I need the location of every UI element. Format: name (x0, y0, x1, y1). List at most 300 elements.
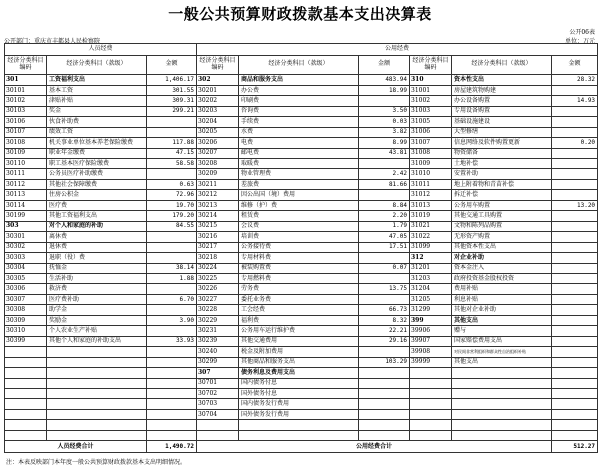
econ-code-cell: 303 (5, 221, 47, 231)
totals-row (5, 441, 598, 453)
amount-cell: 13.20 (552, 200, 598, 210)
econ-code-cell: 31010 (410, 169, 452, 179)
amount-cell (359, 409, 410, 419)
econ-name-cell (452, 420, 552, 430)
econ-name-cell: 专用燃料费 (239, 273, 359, 283)
econ-name-cell (452, 378, 552, 388)
econ-code-cell: 31021 (410, 221, 452, 231)
amount-cell: 47.15 (147, 148, 197, 158)
econ-name-cell: 手续费 (239, 117, 359, 127)
econ-name-cell: 机关事业单位基本养老保险缴费 (47, 138, 147, 148)
amount-cell (147, 430, 197, 440)
amount-cell (359, 378, 410, 388)
personnel-total-value: 1,490.72 (147, 441, 197, 453)
econ-name-cell: 资本性支出 (452, 75, 552, 85)
econ-name-cell: 其他工资福利支出 (47, 211, 147, 221)
econ-name-cell: 信息网络及软件购置更新 (452, 138, 552, 148)
table-row (5, 85, 598, 95)
table-row (5, 336, 598, 346)
table-row (5, 284, 598, 294)
econ-name-cell: 公务用车运行维护费 (239, 326, 359, 336)
amount-cell (359, 294, 410, 304)
econ-code-cell: 30309 (5, 315, 47, 325)
econ-name-cell: 因公出国（境）费用 (239, 190, 359, 200)
amount-header-c: 金额 (552, 55, 598, 75)
econ-name-cell: 住房公积金 (47, 190, 147, 200)
econ-code-cell: 30215 (197, 221, 239, 231)
table-row (5, 253, 598, 263)
amount-cell (147, 368, 197, 378)
amount-cell: 117.88 (147, 138, 197, 148)
econ-name-cell: 国内债务发行费用 (239, 399, 359, 409)
table-row (5, 347, 598, 357)
amount-cell (552, 294, 598, 304)
econ-code-cell: 30216 (197, 232, 239, 242)
table-row (5, 232, 598, 242)
table-row (5, 211, 598, 221)
econ-name-cell: 大型修缮 (452, 127, 552, 137)
econ-name-cell (47, 409, 147, 419)
econ-name-cell: 其他个人和家庭的补助支出 (47, 336, 147, 346)
amount-cell: 29.16 (359, 336, 410, 346)
amount-cell (552, 409, 598, 419)
econ-code-cell: 30203 (197, 106, 239, 116)
public-total-value: 512.27 (552, 441, 598, 453)
table-row (5, 190, 598, 200)
econ-code-cell: 31006 (410, 127, 452, 137)
amount-cell: 0.07 (359, 263, 410, 273)
amount-cell: 309.31 (147, 96, 197, 106)
econ-code-cell (5, 409, 47, 419)
econ-code-cell: 30112 (5, 179, 47, 189)
amount-cell (552, 169, 598, 179)
header-row-groups (5, 44, 598, 56)
econ-code-cell: 30704 (197, 409, 239, 419)
econ-name-cell: 公务接待费 (239, 242, 359, 252)
amount-cell (552, 336, 598, 346)
table-row (5, 357, 598, 367)
econ-code-cell: 30202 (197, 96, 239, 106)
econ-code-cell (410, 388, 452, 398)
econ-name-cell (47, 430, 147, 440)
econ-code-cell (5, 399, 47, 409)
econ-code-cell: 30231 (197, 326, 239, 336)
amount-cell: 22.21 (359, 326, 410, 336)
amount-cell: 17.51 (359, 242, 410, 252)
name-header-b: 经济分类科目（款级） (239, 55, 359, 75)
econ-name-cell: 奖励金 (47, 315, 147, 325)
amount-cell (359, 158, 410, 168)
econ-code-cell: 31005 (410, 117, 452, 127)
table-row (5, 263, 598, 273)
table-row (5, 326, 598, 336)
personnel-total-label: 人员经费合计 (5, 441, 147, 453)
amount-cell: 179.20 (147, 211, 197, 221)
amount-cell (552, 399, 598, 409)
amount-cell (359, 347, 410, 357)
amount-cell (147, 305, 197, 315)
econ-name-cell: 个人农业生产补贴 (47, 326, 147, 336)
table-row (5, 388, 598, 398)
amount-cell: 13.75 (359, 284, 410, 294)
amount-cell (359, 190, 410, 200)
econ-name-cell (47, 388, 147, 398)
table-row (5, 127, 598, 137)
econ-code-cell: 30303 (5, 253, 47, 263)
table-row (5, 158, 598, 168)
econ-code-cell: 30199 (5, 211, 47, 221)
amount-cell (359, 96, 410, 106)
econ-name-cell: 公务员医疗补助缴费 (47, 169, 147, 179)
table-row (5, 75, 598, 85)
econ-name-cell: 被装购置费 (239, 263, 359, 273)
amount-cell (552, 253, 598, 263)
econ-code-cell: 30310 (5, 326, 47, 336)
econ-code-cell (410, 409, 452, 419)
amount-cell: 8.99 (359, 138, 410, 148)
amount-cell (552, 190, 598, 200)
econ-name-cell (47, 357, 147, 367)
econ-name-cell: 国家赔偿费用支出 (452, 336, 552, 346)
econ-code-cell: 30299 (197, 357, 239, 367)
econ-code-cell: 39906 (410, 326, 452, 336)
amount-cell: 58.58 (147, 158, 197, 168)
econ-code-cell: 30224 (197, 263, 239, 273)
econ-code-cell: 30102 (5, 96, 47, 106)
econ-code-cell: 31019 (410, 211, 452, 221)
econ-code-cell (5, 368, 47, 378)
code-header-b: 经济分类科目编码 (197, 55, 239, 75)
econ-code-cell: 31003 (410, 106, 452, 116)
econ-code-cell: 30111 (5, 169, 47, 179)
table-row (5, 399, 598, 409)
header-row-columns (5, 55, 598, 75)
econ-code-cell: 30226 (197, 284, 239, 294)
econ-name-cell: 生活补助 (47, 273, 147, 283)
table-row (5, 169, 598, 179)
amount-cell (147, 420, 197, 430)
econ-code-cell: 31203 (410, 273, 452, 283)
amount-cell: 0.03 (359, 117, 410, 127)
amount-cell (359, 273, 410, 283)
amount-cell (147, 242, 197, 252)
amount-cell: 1.88 (147, 273, 197, 283)
table-row (5, 294, 598, 304)
amount-cell (359, 430, 410, 440)
econ-name-cell (47, 368, 147, 378)
econ-code-cell: 31011 (410, 179, 452, 189)
econ-code-cell: 30114 (5, 200, 47, 210)
econ-name-cell: 差旅费 (239, 179, 359, 189)
amount-cell (552, 305, 598, 315)
econ-name-cell: 商品和服务支出 (239, 75, 359, 85)
econ-code-cell: 30239 (197, 336, 239, 346)
footnote: 注：本表反映部门本年度一般公共预算财政拨款基本支出明细情况。 (6, 459, 187, 466)
econ-code-cell (410, 378, 452, 388)
amount-cell: 72.96 (147, 190, 197, 200)
econ-name-cell: 退职（役）费 (47, 253, 147, 263)
amount-cell (359, 420, 410, 430)
table-row (5, 420, 598, 430)
amount-cell: 66.73 (359, 305, 410, 315)
amount-cell (147, 409, 197, 419)
econ-name-cell: 救济费 (47, 284, 147, 294)
econ-name-cell: 基础设施建设 (452, 117, 552, 127)
econ-code-cell: 30229 (197, 315, 239, 325)
amount-cell (552, 357, 598, 367)
amount-cell: 3.82 (359, 127, 410, 137)
econ-code-cell: 30701 (197, 378, 239, 388)
amount-cell (552, 368, 598, 378)
table-row (5, 315, 598, 325)
econ-name-cell: 拆迁补偿 (452, 190, 552, 200)
econ-name-cell (239, 420, 359, 430)
amount-cell: 84.55 (147, 221, 197, 231)
table-body (5, 44, 598, 453)
econ-name-cell: 委托业务费 (239, 294, 359, 304)
econ-name-cell: 工资福利支出 (47, 75, 147, 85)
amount-cell: 2.42 (359, 169, 410, 179)
amount-cell (552, 242, 598, 252)
amount-cell: 3.90 (147, 315, 197, 325)
amount-cell (552, 106, 598, 116)
amount-cell (552, 263, 598, 273)
econ-name-cell: 债务利息及费用支出 (239, 368, 359, 378)
table-row (5, 106, 598, 116)
amount-cell (552, 179, 598, 189)
econ-code-cell: 31008 (410, 148, 452, 158)
econ-code-cell: 30305 (5, 273, 47, 283)
econ-code-cell: 30113 (5, 190, 47, 200)
econ-name-cell: 维修（护）费 (239, 200, 359, 210)
econ-name-cell: 职业年金缴费 (47, 148, 147, 158)
econ-code-cell: 301 (5, 75, 47, 85)
amount-cell (552, 315, 598, 325)
econ-code-cell: 39907 (410, 336, 452, 346)
econ-name-cell: 办公设备购置 (452, 96, 552, 106)
table-row (5, 430, 598, 440)
econ-code-cell: 30206 (197, 138, 239, 148)
econ-name-cell: 取暖费 (239, 158, 359, 168)
table-row (5, 179, 598, 189)
econ-code-cell (410, 420, 452, 430)
amount-header-a: 金额 (147, 55, 197, 75)
public-group-header: 公用经费 (197, 44, 598, 56)
amount-cell: 0.63 (147, 179, 197, 189)
econ-code-cell: 31002 (410, 96, 452, 106)
econ-name-cell: 会议费 (239, 221, 359, 231)
amount-cell (552, 430, 598, 440)
econ-code-cell: 30108 (5, 138, 47, 148)
econ-code-cell: 30204 (197, 117, 239, 127)
report-title: 一般公共预算财政拨款基本支出决算表 (168, 5, 432, 23)
econ-name-cell: 退休费 (47, 242, 147, 252)
econ-code-cell: 30107 (5, 127, 47, 137)
amount-cell: 8.84 (359, 200, 410, 210)
amount-cell: 81.66 (359, 179, 410, 189)
econ-code-cell: 302 (197, 75, 239, 85)
amount-cell (552, 420, 598, 430)
amount-cell (552, 211, 598, 221)
amount-cell (359, 368, 410, 378)
econ-name-cell: 文物和陈列品购置 (452, 221, 552, 231)
econ-name-cell: 咨询费 (239, 106, 359, 116)
econ-name-cell: 水费 (239, 127, 359, 137)
econ-name-cell: 国内债务付息 (239, 378, 359, 388)
econ-code-cell: 30308 (5, 305, 47, 315)
name-header-c: 经济分类科目（款级） (452, 55, 552, 75)
table-row (5, 409, 598, 419)
econ-code-cell: 31099 (410, 242, 452, 252)
table-row (5, 378, 598, 388)
econ-code-cell: 30240 (197, 347, 239, 357)
econ-code-cell: 31205 (410, 294, 452, 304)
econ-code-cell: 30307 (5, 294, 47, 304)
econ-code-cell: 30109 (5, 148, 47, 158)
table-row (5, 368, 598, 378)
econ-code-cell: 30304 (5, 263, 47, 273)
econ-code-cell: 30703 (197, 399, 239, 409)
econ-code-cell: 31012 (410, 190, 452, 200)
econ-code-cell: 30214 (197, 211, 239, 221)
econ-name-cell: 其他资本性支出 (452, 242, 552, 252)
amount-cell (552, 388, 598, 398)
econ-code-cell: 31201 (410, 263, 452, 273)
econ-name-cell: 物业管理费 (239, 169, 359, 179)
amount-cell (147, 169, 197, 179)
econ-name-cell (452, 368, 552, 378)
amount-cell: 18.99 (359, 85, 410, 95)
econ-name-cell: 职工基本医疗保险缴费 (47, 158, 147, 168)
econ-name-cell: 奖金 (47, 106, 147, 116)
econ-name-cell: 土地补偿 (452, 158, 552, 168)
amount-cell (552, 378, 598, 388)
econ-code-cell: 30209 (197, 169, 239, 179)
table-row (5, 273, 598, 283)
amount-cell: 28.32 (552, 75, 598, 85)
econ-code-cell (5, 347, 47, 357)
amount-cell (147, 127, 197, 137)
econ-name-cell (452, 388, 552, 398)
econ-name-cell (47, 420, 147, 430)
amount-cell (552, 127, 598, 137)
amount-cell (147, 399, 197, 409)
econ-name-cell (47, 347, 147, 357)
amount-cell (147, 232, 197, 242)
econ-name-cell: 对个人和家庭的补助 (47, 221, 147, 231)
econ-code-cell: 399 (410, 315, 452, 325)
table-row (5, 242, 598, 252)
econ-name-cell: 国外债务付息 (239, 388, 359, 398)
amount-cell: 14.93 (552, 96, 598, 106)
econ-name-cell: 其他交通工具购置 (452, 211, 552, 221)
amount-cell (147, 284, 197, 294)
econ-code-cell: 39999 (410, 357, 452, 367)
amount-cell (147, 117, 197, 127)
amount-cell: 103.29 (359, 357, 410, 367)
table-row (5, 138, 598, 148)
econ-code-cell (197, 420, 239, 430)
econ-code-cell: 30207 (197, 148, 239, 158)
econ-code-cell: 31009 (410, 158, 452, 168)
econ-code-cell: 31007 (410, 138, 452, 148)
econ-name-cell: 其他商品和服务支出 (239, 357, 359, 367)
amount-header-b: 金额 (359, 55, 410, 75)
amount-cell (552, 221, 598, 231)
econ-name-cell: 专用材料费 (239, 253, 359, 263)
amount-cell (552, 347, 598, 357)
econ-name-cell (452, 399, 552, 409)
econ-name-cell: 津贴补贴 (47, 96, 147, 106)
econ-code-cell: 30212 (197, 190, 239, 200)
econ-code-cell: 30399 (5, 336, 47, 346)
form-number: 公开06表 (569, 29, 595, 36)
econ-name-cell: 抚恤金 (47, 263, 147, 273)
econ-name-cell: 福利费 (239, 315, 359, 325)
econ-name-cell: 房屋建筑物购建 (452, 85, 552, 95)
econ-name-cell: 租赁费 (239, 211, 359, 221)
public-total-label: 公用经费合计 (197, 441, 552, 453)
amount-cell (552, 232, 598, 242)
econ-name-cell: 绩效工资 (47, 127, 147, 137)
econ-code-cell: 30217 (197, 242, 239, 252)
expenditure-table (4, 43, 598, 453)
econ-name-cell: 离休费 (47, 232, 147, 242)
econ-code-cell: 30101 (5, 85, 47, 95)
table-row (5, 117, 598, 127)
econ-code-cell: 30213 (197, 200, 239, 210)
econ-code-cell: 30211 (197, 179, 239, 189)
econ-code-cell: 30106 (5, 117, 47, 127)
econ-name-cell: 基本工资 (47, 85, 147, 95)
econ-name-cell (47, 378, 147, 388)
econ-code-cell: 312 (410, 253, 452, 263)
econ-name-cell: 费用补贴 (452, 284, 552, 294)
econ-name-cell: 利息补贴 (452, 294, 552, 304)
econ-name-cell: 医疗费 (47, 200, 147, 210)
amount-cell (552, 117, 598, 127)
amount-cell: 8.32 (359, 315, 410, 325)
amount-cell (147, 253, 197, 263)
econ-code-cell: 30228 (197, 305, 239, 315)
amount-cell: 47.05 (359, 232, 410, 242)
econ-name-cell: 政府投资基金股权投资 (452, 273, 552, 283)
econ-name-cell: 其他社会保障缴费 (47, 179, 147, 189)
amount-cell (147, 378, 197, 388)
econ-name-cell: 印刷费 (239, 96, 359, 106)
amount-cell: 483.94 (359, 75, 410, 85)
table-row (5, 96, 598, 106)
econ-name-cell: 劳务费 (239, 284, 359, 294)
table-row (5, 221, 598, 231)
amount-cell: 1.79 (359, 221, 410, 231)
amount-cell: 43.81 (359, 148, 410, 158)
econ-code-cell (410, 399, 452, 409)
econ-code-cell: 30302 (5, 242, 47, 252)
amount-cell (359, 399, 410, 409)
econ-name-cell: 其他支出 (452, 315, 552, 325)
econ-name-cell: 工会经费 (239, 305, 359, 315)
amount-cell: 19.70 (147, 200, 197, 210)
econ-name-cell: 赠与 (452, 326, 552, 336)
amount-cell: 38.14 (147, 263, 197, 273)
econ-name-cell: 地上附着物和青苗补偿 (452, 179, 552, 189)
table-row (5, 148, 598, 158)
code-header-c: 经济分类科目编码 (410, 55, 452, 75)
econ-name-cell: 对企业补助 (452, 253, 552, 263)
amount-cell (552, 273, 598, 283)
amount-cell (552, 85, 598, 95)
